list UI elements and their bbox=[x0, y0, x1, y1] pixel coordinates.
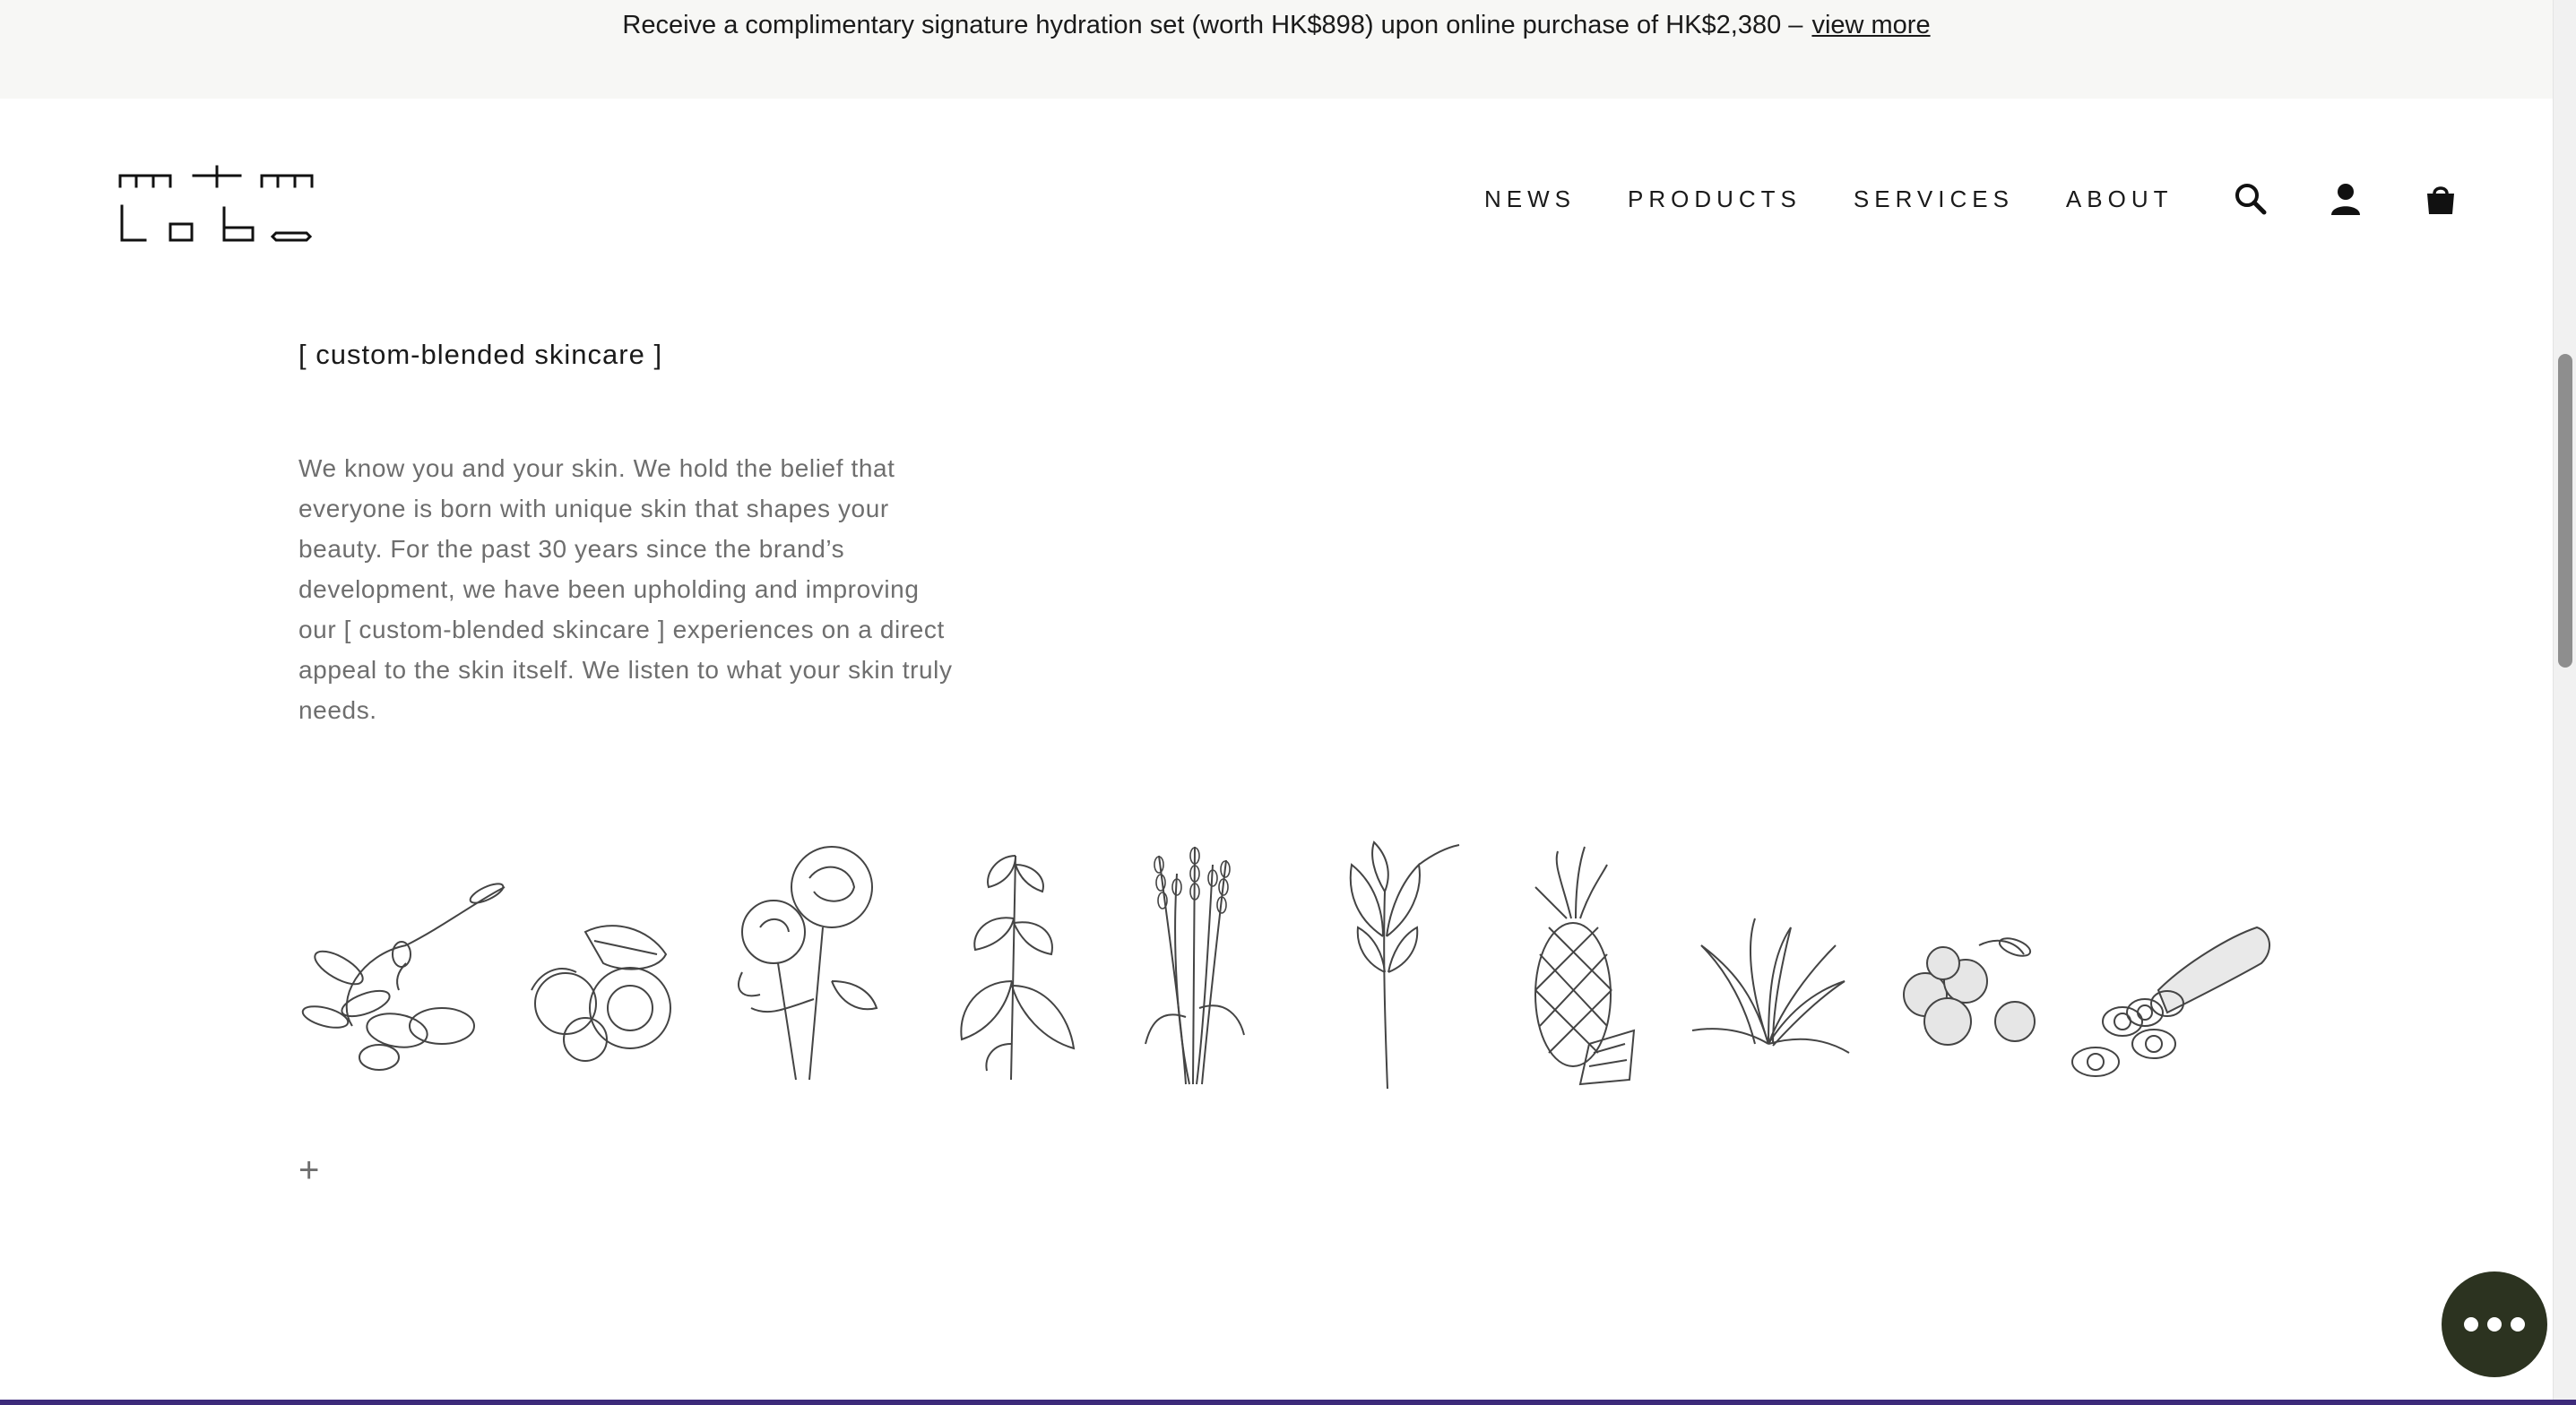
window-edge bbox=[0, 1400, 2576, 1405]
nav-about[interactable]: ABOUT bbox=[2065, 185, 2174, 212]
rose-illustration bbox=[724, 838, 895, 1093]
chestnut-illustration bbox=[523, 838, 684, 1093]
expand-button[interactable]: + bbox=[298, 1151, 320, 1190]
dot-icon bbox=[2511, 1317, 2525, 1332]
wheat-illustration bbox=[1320, 838, 1464, 1093]
ingredient-illustrations bbox=[298, 838, 2270, 1093]
scrollbar-thumb[interactable] bbox=[2558, 354, 2572, 668]
search-icon[interactable] bbox=[2231, 179, 2270, 219]
lavender-illustration bbox=[1132, 838, 1258, 1093]
brand-logo[interactable] bbox=[118, 163, 316, 262]
promo-text: Receive a complimentary signature hydration set (worth HK$898) upon online purchase of HK$2,380 – bbox=[622, 11, 1803, 39]
dot-icon bbox=[2487, 1317, 2502, 1332]
cart-icon[interactable] bbox=[2421, 179, 2460, 219]
nav-news[interactable]: NEWS bbox=[1484, 185, 1576, 212]
section-title: [ custom-blended skincare ] bbox=[298, 339, 663, 370]
aloe-illustration bbox=[1683, 838, 1854, 1093]
cucumber-illustration bbox=[2069, 838, 2275, 1093]
intro-paragraph: We know you and your skin. We hold the belief that everyone is born with unique skin that shapes your beauty. For the past 30 years since the brand’s development, we have been upholding and improving our [ custom-blended skincare ] experiences on a direct appeal to the skin itself. We listen to what your skin truly needs. bbox=[298, 454, 953, 724]
chat-button[interactable] bbox=[2442, 1271, 2547, 1377]
promo-banner bbox=[0, 0, 2553, 99]
seed-pods-illustration bbox=[298, 838, 514, 1093]
leaf-sprig-illustration bbox=[944, 838, 1087, 1093]
view-more-link[interactable]: view more bbox=[1811, 11, 1931, 39]
berries-illustration bbox=[1889, 838, 2042, 1093]
pineapple-illustration bbox=[1517, 838, 1643, 1093]
nav-services[interactable]: SERVICES bbox=[1853, 185, 2014, 212]
nav-products[interactable]: PRODUCTS bbox=[1628, 185, 1802, 212]
account-icon[interactable] bbox=[2326, 179, 2365, 219]
logo-mark bbox=[118, 163, 316, 262]
page-scrollbar[interactable] bbox=[2553, 0, 2576, 1405]
site-header bbox=[0, 99, 2553, 278]
dot-icon bbox=[2464, 1317, 2478, 1332]
main-nav bbox=[1484, 172, 2460, 226]
